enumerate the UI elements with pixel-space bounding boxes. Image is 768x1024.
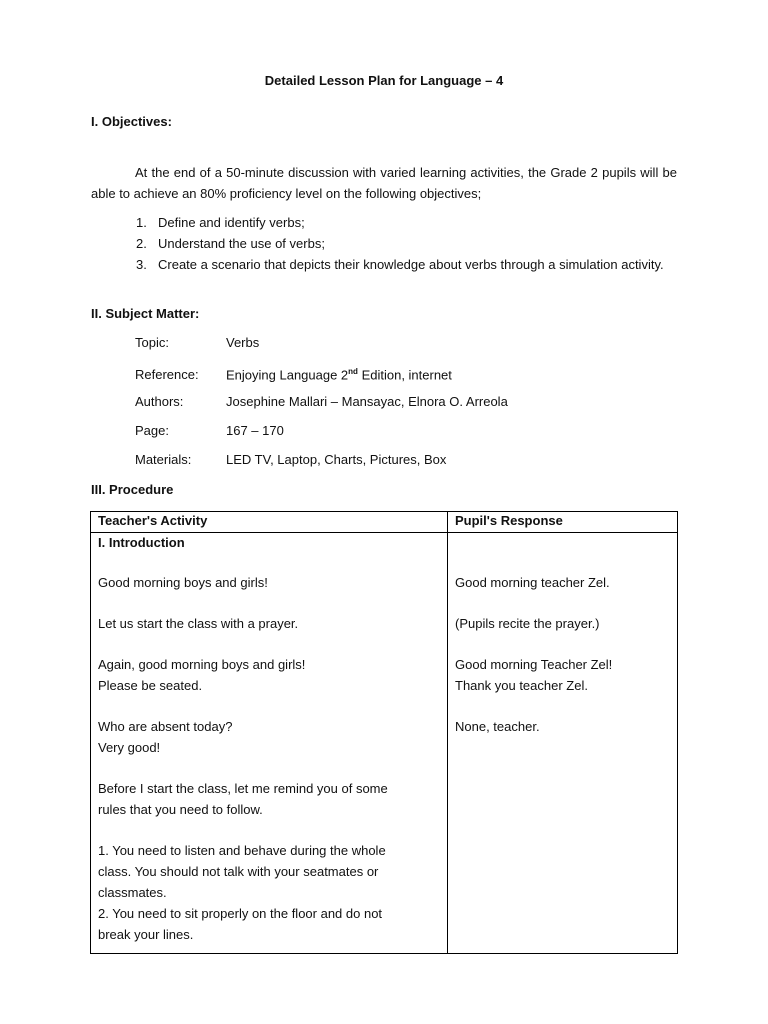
pupil-line: Good morning teacher Zel. xyxy=(455,575,610,590)
topic-row xyxy=(135,333,259,353)
objective-text: Understand the use of verbs; xyxy=(158,236,325,251)
procedure-table xyxy=(90,511,678,954)
objective-text: Define and identify verbs; xyxy=(158,215,305,230)
objective-number: 3. xyxy=(136,257,147,272)
objectives-heading: I. Objectives: xyxy=(91,114,172,129)
reference-value: Enjoying Language 2 xyxy=(226,367,349,383)
teacher-line: Who are absent today? xyxy=(98,719,233,734)
materials-label: Materials: xyxy=(135,452,192,467)
materials-value: LED TV, Laptop, Charts, Pictures, Box xyxy=(226,452,447,467)
topic-label: Topic: xyxy=(135,335,169,350)
authors-row xyxy=(135,392,508,412)
page-value: 167 – 170 xyxy=(226,423,284,438)
authors-value: Josephine Mallari – Mansayac, Elnora O. Arreola xyxy=(226,394,508,409)
section-introduction: I. Introduction xyxy=(98,535,185,550)
objectives-intro xyxy=(91,162,677,204)
objective-number: 2. xyxy=(136,236,147,251)
objective-item xyxy=(91,212,677,233)
teacher-line: Very good! xyxy=(98,740,161,755)
teacher-line: rules that you need to follow. xyxy=(98,802,263,817)
authors-label: Authors: xyxy=(135,394,184,409)
pupil-response-cell xyxy=(448,533,678,954)
reference-superscript: nd xyxy=(348,367,358,376)
page-label: Page: xyxy=(135,423,169,438)
teacher-line: Let us start the class with a prayer. xyxy=(98,616,299,631)
page-row xyxy=(135,421,284,441)
pupil-line: (Pupils recite the prayer.) xyxy=(455,616,600,631)
objective-text: Create a scenario that depicts their knowledge about verbs through a simulation activity. xyxy=(158,257,664,272)
pupil-line: Good morning Teacher Zel! xyxy=(455,657,613,672)
reference-value-tail: Edition, internet xyxy=(357,367,452,383)
topic-value: Verbs xyxy=(226,335,260,350)
reference-label: Reference: xyxy=(135,367,199,383)
teacher-line: Good morning boys and girls! xyxy=(98,575,268,590)
teacher-line: 2. You need to sit properly on the floor and do not xyxy=(98,906,383,921)
materials-row xyxy=(135,450,446,470)
teacher-line: classmates. xyxy=(98,885,167,900)
procedure-heading: III. Procedure xyxy=(91,482,174,497)
objective-item xyxy=(91,233,677,254)
pupil-line: Thank you teacher Zel. xyxy=(455,678,588,693)
teacher-activity-cell xyxy=(91,533,448,954)
table-row xyxy=(91,533,678,954)
reference-row xyxy=(135,362,452,385)
subject-matter-heading: II. Subject Matter: xyxy=(91,306,200,321)
teacher-activity-header: Teacher's Activity xyxy=(91,512,448,533)
teacher-line: Again, good morning boys and girls! xyxy=(98,657,306,672)
document-title: Detailed Lesson Plan for Language – 4 xyxy=(264,73,504,88)
pupil-line: None, teacher. xyxy=(455,719,540,734)
objective-item xyxy=(91,254,677,275)
pupil-response-header: Pupil's Response xyxy=(448,512,678,533)
teacher-line: class. You should not talk with your seatmates or xyxy=(98,864,379,879)
teacher-line: 1. You need to listen and behave during the whole xyxy=(98,843,386,858)
teacher-line: Before I start the class, let me remind you of some xyxy=(98,781,388,796)
teacher-line: break your lines. xyxy=(98,927,194,942)
table-header-row xyxy=(91,512,678,533)
objective-number: 1. xyxy=(136,215,147,230)
objectives-intro-text: At the end of a 50-minute discussion with varied learning activities, the Grade 2 pupils will be able to achieve an 80% proficiency level on the following objectives; xyxy=(91,165,677,201)
teacher-line: Please be seated. xyxy=(98,678,203,693)
objectives-list xyxy=(91,212,677,275)
